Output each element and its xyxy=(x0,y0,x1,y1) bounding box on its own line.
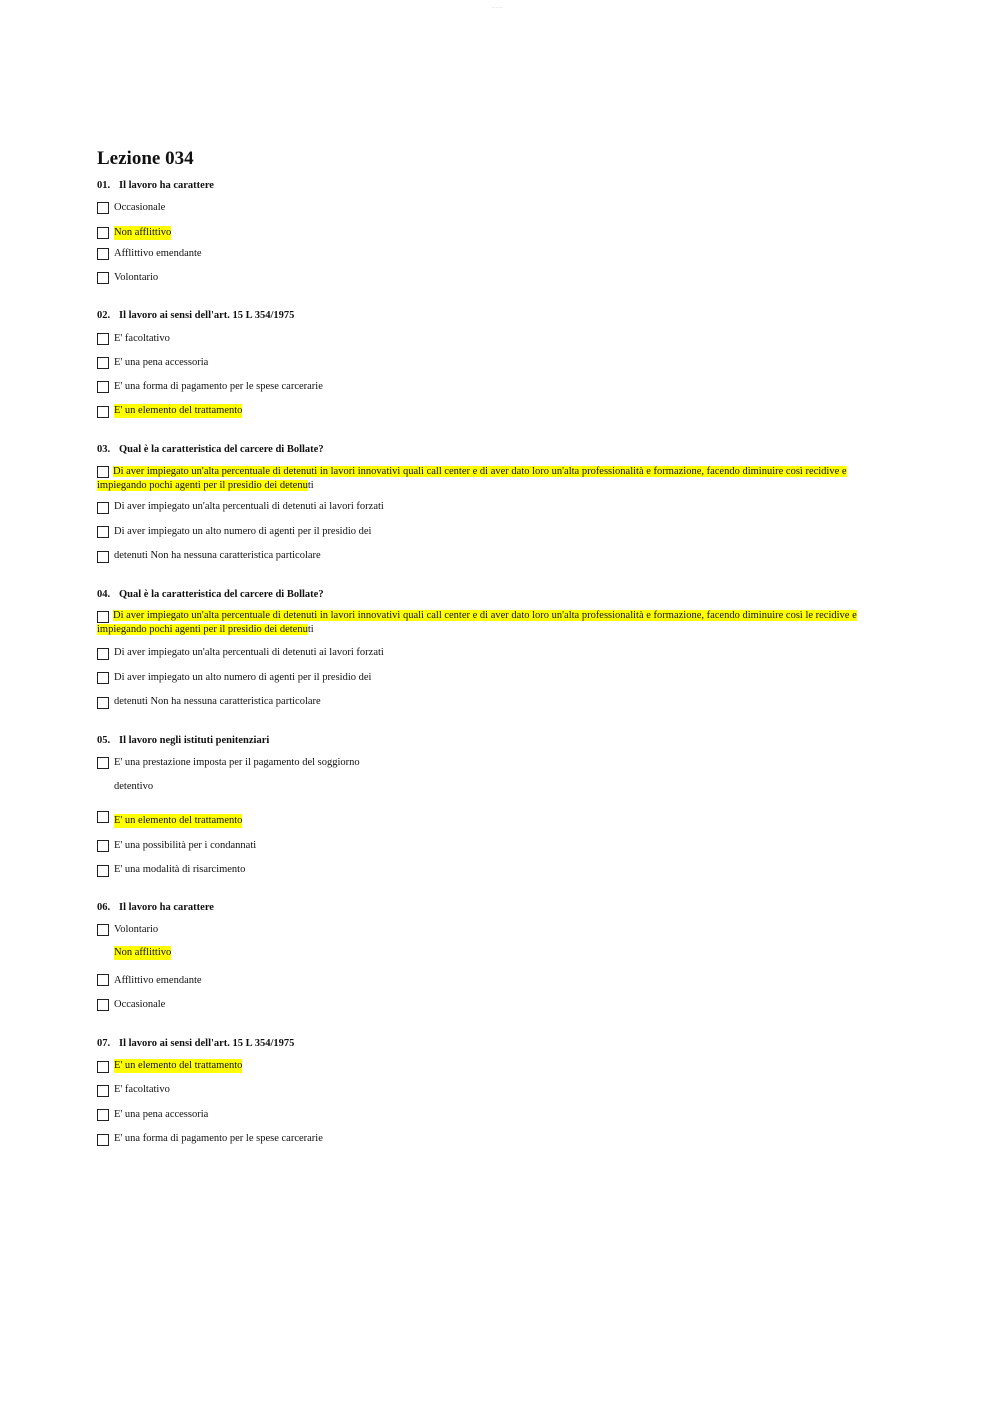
answer-option-highlighted: E' un elemento del trattamento xyxy=(114,815,243,826)
answer-checkbox[interactable] xyxy=(97,227,109,239)
question-03-text: Qual è la caratteristica del carcere di Bollate? xyxy=(119,444,324,455)
question-04-number: 04. xyxy=(97,589,111,600)
answer-checkbox[interactable] xyxy=(97,502,109,514)
question-07-text: Il lavoro ai sensi dell'art. 15 L 354/1975 xyxy=(119,1038,295,1049)
answer-checkbox[interactable] xyxy=(97,840,109,852)
question-06-number: 06. xyxy=(97,902,111,913)
question-04-text: Qual è la caratteristica del carcere di Bollate? xyxy=(119,589,324,600)
question-05-number: 05. xyxy=(97,735,111,746)
answer-checkbox[interactable] xyxy=(97,999,109,1011)
answer-option: E' una modalità di risarcimento xyxy=(114,864,246,875)
answer-option: Di aver impiegato un alto numero di agenti per il presidio dei xyxy=(114,672,372,683)
answer-option: Volontario xyxy=(114,272,159,283)
question-02-number: 02. xyxy=(97,310,111,321)
answer-checkbox[interactable] xyxy=(97,1061,109,1073)
answer-option-highlighted: E' un elemento del trattamento xyxy=(114,1060,243,1071)
answer-option: E' una prestazione imposta per il pagamento del soggiorno xyxy=(114,757,360,768)
answer-option: Di aver impiegato un'alta percentuali di detenuti ai lavori forzati xyxy=(114,647,384,658)
answer-option: detenuti Non ha nessuna caratteristica particolare xyxy=(114,550,321,561)
answer-highlighted-part: Di aver impiegato un'alta percentuale di detenuti in lavori innovativi quali call center e di aver dato loro un'alta professionalità e formazione, facendo diminuire così le recidive e impiegando pochi agenti per il presidio dei detenu xyxy=(97,610,857,635)
answer-checkbox[interactable] xyxy=(97,974,109,986)
answer-checkbox[interactable] xyxy=(97,1134,109,1146)
answer-checkbox[interactable] xyxy=(97,1085,109,1097)
answer-option-highlighted: Non afflittivo xyxy=(114,227,172,238)
answer-checkbox[interactable] xyxy=(97,697,109,709)
question-03-number: 03. xyxy=(97,444,111,455)
answer-checkbox[interactable] xyxy=(97,526,109,538)
question-05-text: Il lavoro negli istituti penitenziari xyxy=(119,735,270,746)
answer-option: E' facoltativo xyxy=(114,333,170,344)
answer-checkbox[interactable] xyxy=(97,648,109,660)
answer-option: Occasionale xyxy=(114,999,166,1010)
answer-checkbox[interactable] xyxy=(97,272,109,284)
answer-checkbox[interactable] xyxy=(97,672,109,684)
answer-option: E' una forma di pagamento per le spese carcerarie xyxy=(114,381,323,392)
lesson-title: Lezione 034 xyxy=(97,148,194,169)
answer-option: Occasionale xyxy=(114,202,166,213)
answer-checkbox[interactable] xyxy=(97,406,109,418)
answer-option: Volontario xyxy=(114,924,159,935)
answer-option: detenuti Non ha nessuna caratteristica particolare xyxy=(114,696,321,707)
answer-rest-part: ti xyxy=(307,624,314,635)
answer-option: Afflittivo emendante xyxy=(114,248,202,259)
answer-option-continuation: detentivo xyxy=(114,781,154,792)
question-01-text: Il lavoro ha carattere xyxy=(119,180,214,191)
answer-option: E' facoltativo xyxy=(114,1084,170,1095)
answer-option: E' una pena accessoria xyxy=(114,1109,209,1120)
answer-option: E' una pena accessoria xyxy=(114,357,209,368)
answer-checkbox[interactable] xyxy=(97,1109,109,1121)
question-01-number: 01. xyxy=(97,180,111,191)
question-07-number: 07. xyxy=(97,1038,111,1049)
answer-checkbox[interactable] xyxy=(97,865,109,877)
question-02-text: Il lavoro ai sensi dell'art. 15 L 354/1975 xyxy=(119,310,295,321)
answer-option-long xyxy=(97,465,879,493)
answer-checkbox[interactable] xyxy=(97,357,109,369)
answer-checkbox[interactable] xyxy=(97,248,109,260)
answer-checkbox[interactable] xyxy=(97,202,109,214)
answer-option-highlighted: E' un elemento del trattamento xyxy=(114,405,243,416)
answer-checkbox[interactable] xyxy=(97,551,109,563)
answer-rest-part: ti xyxy=(307,480,314,491)
answer-checkbox[interactable] xyxy=(97,924,109,936)
answer-option: Afflittivo emendante xyxy=(114,975,202,986)
question-06-text: Il lavoro ha carattere xyxy=(119,902,214,913)
answer-checkbox[interactable] xyxy=(97,333,109,345)
answer-option: E' una possibilità per i condannati xyxy=(114,840,257,851)
answer-option: Di aver impiegato un'alta percentuali di detenuti ai lavori forzati xyxy=(114,501,384,512)
answer-option-highlighted: Non afflittivo xyxy=(114,947,172,958)
answer-option: E' una forma di pagamento per le spese carcerarie xyxy=(114,1133,323,1144)
page-header-mark: — — — xyxy=(492,5,503,9)
answer-checkbox[interactable] xyxy=(97,757,109,769)
answer-checkbox[interactable] xyxy=(97,381,109,393)
answer-checkbox[interactable] xyxy=(97,811,109,823)
answer-option-long xyxy=(97,609,879,637)
answer-highlighted-part: Di aver impiegato un'alta percentuale di detenuti in lavori innovativi quali call center e di aver dato loro un'alta professionalità e formazione, facendo diminuire così recidive e impiegando pochi agenti per il presidio dei detenu xyxy=(97,466,847,491)
answer-option: Di aver impiegato un alto numero di agenti per il presidio dei xyxy=(114,526,372,537)
